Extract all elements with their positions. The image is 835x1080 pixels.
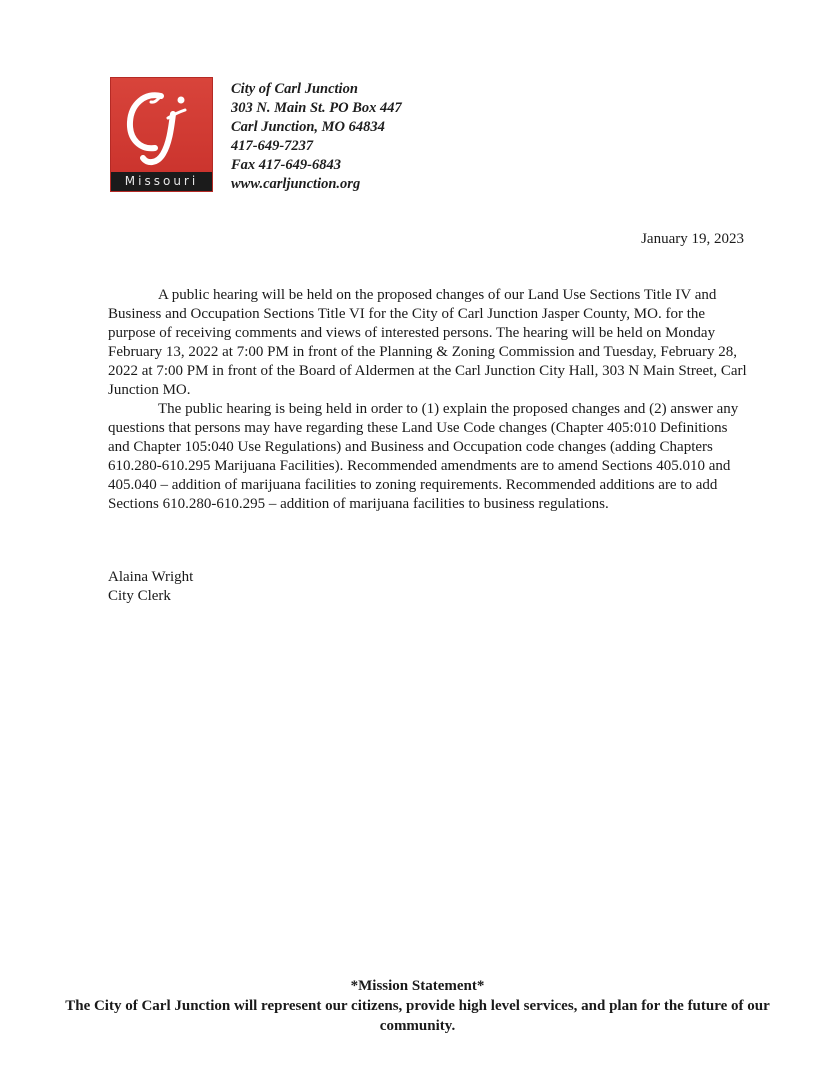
address-line-street: 303 N. Main St. PO Box 447	[231, 100, 402, 116]
mission-statement	[60, 976, 775, 1036]
city-logo	[111, 78, 212, 191]
signature-title: City Clerk	[108, 588, 171, 604]
letter-body	[108, 286, 748, 514]
body-paragraph-1: A public hearing will be held on the proposed changes of our Land Use Sections Title IV and Business and Occupation Sections Title VI for the City of Carl Junction Jasper County, MO. for the purpose of receiving comments and views of interested persons. The hearing will be held on Monday February 13, 2022 at 7:00 PM in front of the Planning & Zoning Commission and Tuesday, February 28, 2022 at 7:00 PM in front of the Board of Aldermen at the Carl Junction City Hall, 303 N Main Street, Carl Junction MO.	[108, 287, 747, 398]
mission-heading: *Mission Statement*	[350, 978, 485, 994]
letterhead-address	[231, 80, 402, 194]
address-line-phone: 417-649-7237	[231, 138, 314, 154]
mission-text: The City of Carl Junction will represent our citizens, provide high level services, and plan for the future of our community.	[65, 998, 770, 1034]
letter-date: January 19, 2023	[641, 231, 744, 247]
address-line-website: www.carljunction.org	[231, 176, 361, 192]
signature-name: Alaina Wright	[108, 569, 194, 585]
logo-band-text: Missouri	[111, 172, 212, 191]
cj-monogram-icon	[111, 78, 212, 172]
body-paragraph-2: The public hearing is being held in order to (1) explain the proposed changes and (2) answer any questions that persons may have regarding these Land Use Code changes (Chapter 405:010 Definitions and Chapter 105:040 Use Regulations) and Business and Occupation code changes (adding Chapters 610.280-610.295 Marijuana Facilities). Recommended amendments are to amend Sections 405.010 and 405.040 – addition of marijuana facilities to zoning requirements. Recommended additions are to add Sections 610.280-610.295 – addition of marijuana facilities to business regulations.	[108, 401, 739, 512]
address-line-citystate: Carl Junction, MO 64834	[231, 119, 385, 135]
signature-block	[108, 568, 193, 606]
address-line-fax: Fax 417-649-6843	[231, 157, 341, 173]
address-line-city: City of Carl Junction	[231, 81, 358, 97]
